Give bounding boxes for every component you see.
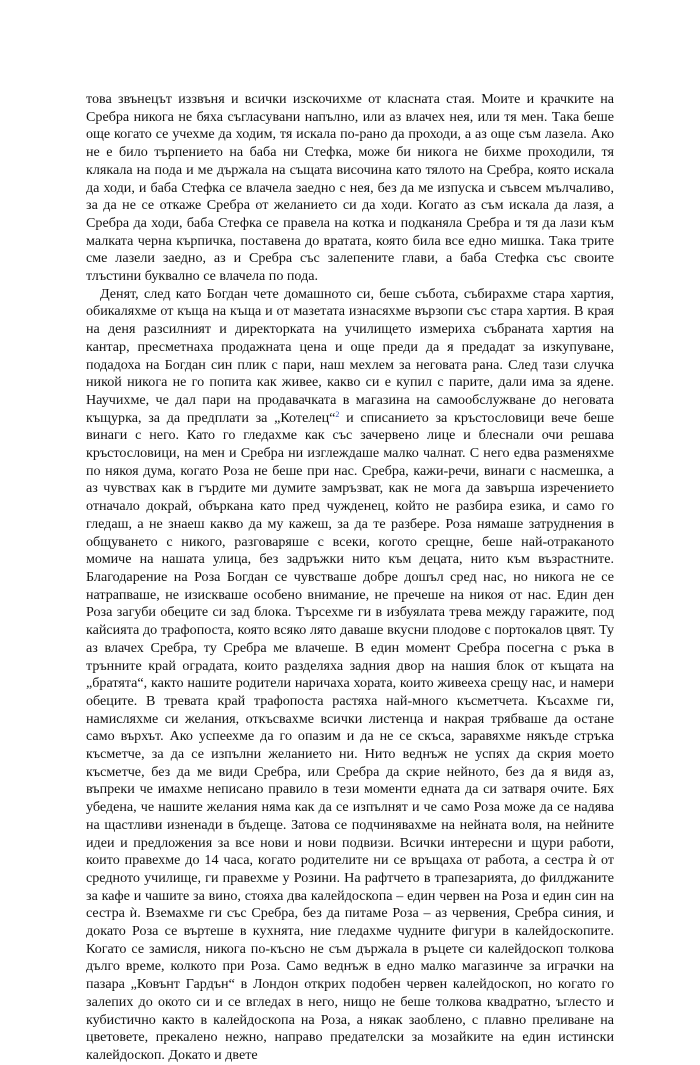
paragraph-2-text-before: Денят, след като Богдан чете домашното си, беше събота, събирахме стара хартия, обикаляхме от къща на къща и от мазетата изнасяхме вързопи със стара хартия. В края на деня разсилният и директорката на училището измериха събраната хартия на кантар, пресметнаха продажната цена и още преди да я предадат за изкупуване, подадоха на Богдан син плик с пари, наш мехлем за неговата рана. След тази случка никой никога не го попита как живее, какво си е купил с парите, дали има за ядене. Научихме, че дал пари на продавачката в магазина на самообслужване до неговата къщурка, за да предплати за „Котелец“ bbox=[86, 285, 614, 426]
paragraph-1: това звънецът иззвъня и всички изскочихме от класната стая. Моите и крачките на Сребра никога не бяха съгласувани напълно, или аз влачех нея, или тя мен. Така беше още когато се учехме да ходим, тя искала по-рано да проходи, а аз още съм лазела. Ако не е било търпението на баба ни Стефка, може би никога не бихме проходили, тя клякала на пода и ме държала на същата височина като тялото на Сребра, която искала да ходи, и баба Стефка се влачела заедно с нея, без да ме изпуска и съвсем мълчаливо, за да не се откаже Сребра от желанието си да ходи. Когато аз съм искала да лазя, а Сребра да ходи, баба Стефка се правела на котка и подканяла Сребра и тя да лази към малката черна кърпичка, поставена до вратата, която била все едно мишка. Така трите сме лазели заедно, аз и Сребра със залепените глави, а баба Стефка със своите тлъстини буквално се влачела по пода. bbox=[86, 91, 614, 285]
footnote-ref-2[interactable]: 2 bbox=[335, 409, 340, 419]
paragraph-2 bbox=[86, 286, 614, 1065]
page-body bbox=[86, 91, 614, 1065]
paragraph-2-text-after: и списанието за кръстословици вече беше винаги с него. Като го гледахме как със зачервено лице и блеснали очи решава кръстословици, на мен и Сребра ни изглеждаше малко чалнат. С него едва разменяхме по някоя дума, когато Роза не беше при нас. Сребра, кажи-речи, винаги с насмешка, а аз чувствах как в гърдите ми думите замръзват, как не мога да завърша изречението отначало докрай, объркана като пред чужденец, който не разбира езика, и само го гледаш, а не знаеш какво да му кажеш, за да те разбере. Роза нямаше затруднения в общуването с никого, разговаряше с всеки, когото срещне, беше най-отраканото момиче на нашата улица, без задръжки нито към децата, нито към възрастните. Благодарение на Роза Богдан се чувстваше добре дошъл сред нас, но никога не се натрапваше, не изискваше особено внимание, не пречеше на никоя от нас. Един ден Роза загуби обеците си зад блока. Търсехме ги в избуялата трева между гаражите, под кайсията до трафопоста, която всяко лято даваше вкусни плодове с портокалов цвят. Ту аз влачех Сребра, ту Сребра ме влачеше. В един момент Сребра посегна с ръка в трънните край оградата, които разделяха задния двор на нашия блок от къщата на „братята“, както нашите родители наричаха хората, които живееха срещу нас, и намери обеците. В тревата край трафопоста растяха най-много късметчета. Късахме ги, намисляхме си желания, откъсвахме всички листенца и накрая трябваше да остане само върхът. Ако успеехме да го опазим и да не се скъса, заравяхме някъде стръка късметче, за да се изпълни желанието ни. Нито веднъж не успях да скрия моето късметче, без да ме види Сребра, или Сребра да скрие нейното, без да я видя аз, въпреки че имахме неписано правило в тези моменти едната да си затваря очите. Бях убедена, че нашите желания няма как да се изпълнят и че само Роза може да се надява на щастливи изненади в бъдеще. Затова се подчинявахме на нейната воля, на нейните идеи и предложения за все нови и нови подвизи. Всички интересни и щури работи, които правехме до 14 часа, когато родителите ни се връщаха от работа, а сестра ѝ от средното училище, ги правехме у Розини. На рафтчето в трапезарията, до филджаните за кафе и чашите за вино, стояха два калейдоскопа – един червен на Роза и един син на сестра ѝ. Вземахме ги със Сребра, без да питаме Роза – аз червения, Сребра синия, и докато Роза се въртеше в кухнята, ние гледахме чудните фигури в калейдоскопите. Когато се замисля, никога по-късно не съм държала в ръцете си калейдоскоп толкова дълго време, колкото при Роза. Само веднъж в едно малко магазинче за играчки на пазара „Ковънт Гардън“ в Лондон открих подобен червен калейдоскоп, но когато го залепих до окото си и се вгледах в него, нищо не беше толкова квадратно, ъглесто и кубистично както в калейдоскопа на Роза, а някак заоблено, с плавно преливане на цветовете, прекалено нежно, направо предателски за мозайките на един истински калейдоскоп. Докато и двете bbox=[86, 409, 615, 1063]
